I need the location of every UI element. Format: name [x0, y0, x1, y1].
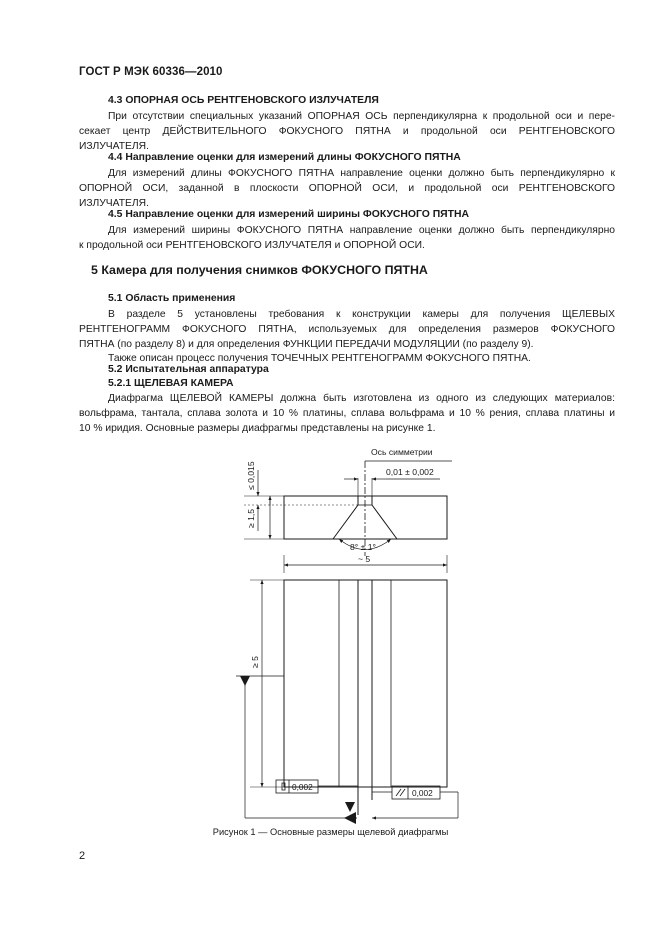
- section-4-5-heading: 4.5 Направление оценки для измерений ширины ФОКУСНОГО ПЯТНА: [108, 209, 470, 220]
- section-5-2-1-heading: 5.2.1 ЩЕЛЕВАЯ КАМЕРА: [108, 378, 234, 389]
- figure-caption: Рисунок 1 — Основные размеры щелевой диафрагмы: [212, 827, 449, 837]
- parallelism-value: 0,002: [412, 788, 433, 798]
- text-line: ИЗЛУЧАТЕЛЯ.: [79, 197, 149, 209]
- section-5-2-heading: 5.2 Испытательная аппаратура: [108, 364, 269, 375]
- datum-triangle-icon: [345, 802, 355, 812]
- page-number: 2: [79, 850, 86, 862]
- datum-triangle-icon: [240, 676, 250, 686]
- section-5-1-heading: 5.1 Область применения: [108, 293, 236, 304]
- document-header: ГОСТ Р МЭК 60336—2010: [79, 66, 223, 78]
- section-4-3-heading: 4.3 ОПОРНАЯ ОСЬ РЕНТГЕНОВСКОГО ИЗЛУЧАТЕЛЯ: [108, 95, 379, 106]
- depth-label: ≤ 0,015: [246, 461, 256, 490]
- text-line: Для измерений ширины ФОКУСНОГО ПЯТНА направление оценки должно быть перпендикулярно: [108, 225, 615, 236]
- datum-arrow-icon: [344, 812, 356, 824]
- text-line: секает центр ДЕЙСТВИТЕЛЬНОГО ФОКУСНОГО ПЯТНА и продольной оси РЕНТГЕНОВСКОГО: [79, 125, 615, 137]
- length-label: ≥ 5: [250, 656, 260, 668]
- section-4-4-heading: 4.4 Направление оценки для измерений длины ФОКУСНОГО ПЯТНА: [108, 152, 461, 163]
- chapter-5-heading: 5 Камера для получения снимков ФОКУСНОГО ПЯТНА: [91, 263, 428, 277]
- text-line: 10 % иридия. Основные размеры диафрагмы представлены на рисунке 1.: [79, 422, 436, 434]
- axis-label: Ось симметрии: [371, 447, 433, 457]
- text-line: РЕНТГЕНОГРАММ ФОКУСНОГО ПЯТНА, используемых для определения размеров ФОКУСНОГО: [79, 323, 615, 335]
- text-line: ОПОРНОЙ ОСИ, заданной в плоскости ОПОРНОЙ ОСИ, и продольной оси РЕНТГЕНОВСКОГО: [79, 182, 615, 194]
- width-label: ~ 5: [358, 554, 371, 564]
- text-line: Диафрагма ЩЕЛЕВОЙ КАМЕРЫ должна быть изготовлена из одного из следующих материалов:: [108, 393, 615, 404]
- text-line: к продольной оси РЕНТГЕНОВСКОГО ИЗЛУЧАТЕЛЯ и ОПОРНОЙ ОСИ.: [79, 239, 425, 251]
- text-line: При отсутствии специальных указаний ОПОРНАЯ ОСЬ перпендикулярна к продольной оси и пере-: [108, 111, 615, 122]
- flatness-value: 0,002: [292, 782, 313, 792]
- thickness-label: ≥ 1,5: [246, 508, 256, 528]
- text-line: вольфрама, тантала, сплава золота и 10 % платины, сплава вольфрама и 10 % рения, сплава платины и: [79, 407, 615, 419]
- text-line: Для измерений длины ФОКУСНОГО ПЯТНА направление оценки должно быть перпендикулярно к: [108, 168, 615, 179]
- slit-width-label: 0,01 ± 0,002: [386, 467, 434, 477]
- angle-label: 8° ± 1°: [350, 542, 376, 552]
- text-line: ПЯТНА (по разделу 8) и для определения ФУНКЦИИ ПЕРЕДАЧИ МОДУЛЯЦИИ (по разделу 9).: [79, 338, 534, 350]
- diaphragm-section-outline: [284, 496, 447, 539]
- text-line: Также описан процесс получения ТОЧЕЧНЫХ РЕНТГЕНОГРАММ ФОКУСНОГО ПЯТНА.: [108, 353, 531, 365]
- text-line: В разделе 5 установлены требования к конструкции камеры для получения ЩЕЛЕВЫХ: [108, 309, 615, 320]
- text-line: ИЗЛУЧАТЕЛЯ.: [79, 140, 149, 152]
